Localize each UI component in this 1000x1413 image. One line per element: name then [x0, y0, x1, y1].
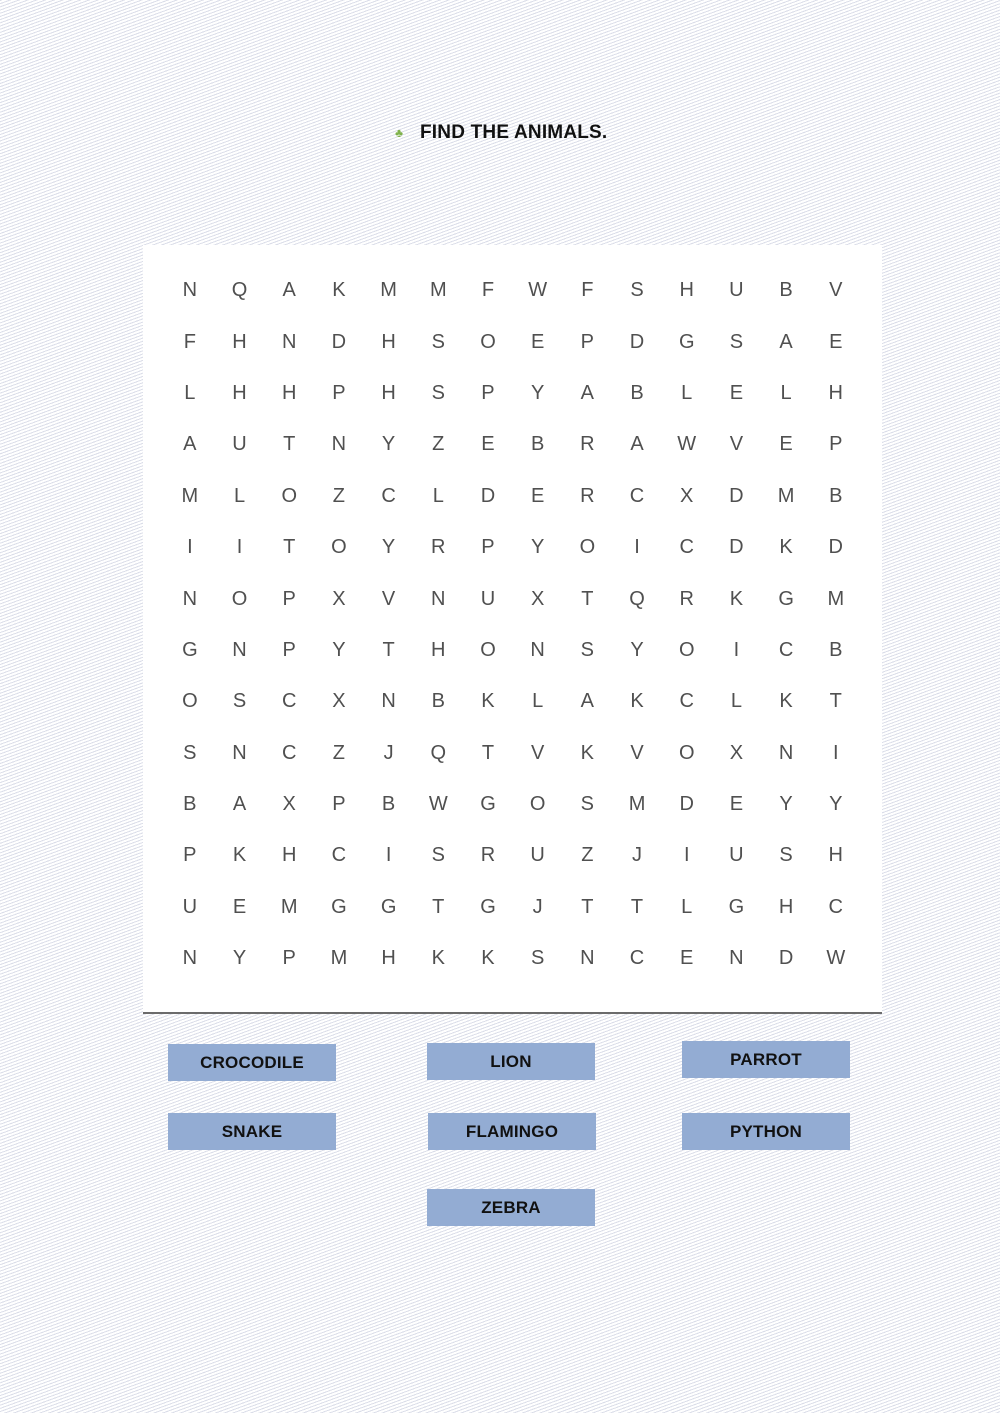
grid-cell: H [828, 844, 843, 867]
grid-cell: O [529, 793, 546, 816]
grid-cell: M [628, 793, 646, 816]
grid-cell: L [681, 895, 693, 918]
grid-cell: S [729, 330, 744, 353]
grid-cell: P [332, 381, 346, 404]
grid-cell: E [481, 433, 495, 456]
grid-cell: R [580, 484, 595, 507]
grid-cell: O [579, 536, 596, 559]
grid-cell: N [281, 330, 297, 353]
grid-cell: N [580, 947, 595, 970]
grid-cell: Q [231, 279, 248, 302]
grid-cell: Q [430, 741, 447, 764]
grid-cell: O [480, 330, 496, 353]
grid-cell: P [481, 536, 495, 559]
grid-cell: C [629, 484, 645, 507]
grid-cell: O [480, 638, 496, 661]
word-box-crocodile: CROCODILE [168, 1044, 336, 1081]
grid-cell: W [528, 279, 548, 302]
grid-cell: E [232, 895, 247, 918]
grid-cell: J [632, 844, 643, 867]
grid-cell: V [381, 587, 396, 610]
grid-cell: L [681, 381, 693, 404]
word-box-python: PYTHON [682, 1113, 850, 1150]
grid-cell: W [826, 947, 846, 970]
grid-cell: S [779, 844, 793, 867]
grid-cell: O [678, 741, 695, 764]
grid-cell: O [281, 484, 297, 507]
grid-cell: M [827, 587, 845, 610]
grid-cell: I [833, 741, 839, 764]
grid-cell: P [580, 330, 595, 353]
grid-cell: K [332, 279, 346, 302]
grid-cell: O [231, 587, 248, 610]
grid-cell: G [678, 330, 695, 353]
grid-cell: X [680, 484, 694, 507]
grid-cell: J [383, 741, 394, 764]
grid-cell: P [282, 638, 296, 661]
grid-cell: Y [630, 638, 644, 661]
grid-cell: T [630, 895, 644, 918]
grid-cell: P [829, 433, 843, 456]
grid-cell: T [581, 895, 594, 918]
grid-cell: X [729, 741, 744, 764]
grid-cell: W [677, 433, 697, 456]
grid-cell: T [481, 741, 495, 764]
grid-cell: U [729, 279, 744, 302]
grid-cell: S [232, 690, 247, 713]
grid-cell: I [733, 638, 740, 661]
grid-cell: C [281, 690, 297, 713]
grid-cell: B [829, 484, 843, 507]
grid-cell: G [480, 793, 496, 816]
grid-cell: T [581, 587, 594, 610]
grid-cell: D [480, 484, 496, 507]
grid-cell: N [232, 638, 247, 661]
grid-cell: N [331, 433, 347, 456]
grid-cell: K [481, 947, 495, 970]
grid-cell: V [829, 279, 843, 302]
grid-cell: T [382, 638, 395, 661]
grid-cell: D [729, 536, 744, 559]
grid-cell: U [480, 587, 496, 610]
grid-cell: N [232, 741, 247, 764]
grid-cell: U [232, 433, 247, 456]
word-box-zebra: ZEBRA [427, 1189, 595, 1226]
grid-cell: X [332, 690, 346, 713]
grid-cell: C [828, 895, 843, 918]
grid-cell: V [729, 433, 744, 456]
grid-cell: R [431, 536, 446, 559]
grid-cell: E [530, 484, 545, 507]
grid-cell: O [678, 638, 695, 661]
grid-cell: D [331, 330, 347, 353]
letter-grid [165, 265, 861, 984]
grid-cell: N [182, 587, 198, 610]
grid-cell: M [280, 895, 298, 918]
grid-cell: H [381, 947, 396, 970]
grid-cell: Y [332, 638, 346, 661]
grid-cell: Z [332, 484, 346, 507]
grid-cell: N [381, 690, 396, 713]
grid-cell: M [777, 484, 795, 507]
grid-cell: N [729, 947, 744, 970]
grid-cell: H [778, 895, 794, 918]
grid-cell: L [184, 381, 196, 404]
grid-cell: L [233, 484, 246, 507]
grid-cell: S [183, 741, 197, 764]
word-box-parrot: PARROT [682, 1041, 850, 1078]
grid-cell: S [431, 381, 445, 404]
grid-cell: S [530, 947, 545, 970]
grid-cell: L [432, 484, 444, 507]
grid-cell: G [728, 895, 745, 918]
grid-cell: G [182, 638, 198, 661]
grid-cell: P [481, 381, 495, 404]
grid-cell: X [282, 793, 296, 816]
grid-cell: A [282, 279, 296, 302]
grid-cell: P [183, 844, 197, 867]
grid-cell: B [431, 690, 445, 713]
grid-cell: E [530, 330, 545, 353]
grid-cell: C [281, 741, 297, 764]
grid-cell: R [580, 433, 595, 456]
grid-cell: Y [381, 536, 396, 559]
grid-cell: A [580, 690, 595, 713]
grid-cell: O [182, 690, 198, 713]
grid-cell: V [630, 741, 644, 764]
grid-cell: Q [629, 587, 645, 610]
grid-cell: J [532, 895, 543, 918]
word-box-flamingo: FLAMINGO [428, 1113, 596, 1150]
grid-cell: I [236, 536, 243, 559]
grid-cell: K [481, 690, 495, 713]
grid-cell: C [679, 690, 694, 713]
grid-cell: N [431, 587, 446, 610]
grid-cell: U [530, 844, 545, 867]
word-search-grid [143, 245, 882, 1014]
grid-cell: Y [530, 536, 545, 559]
grid-cell: L [730, 690, 742, 713]
word-box-snake: SNAKE [168, 1113, 336, 1150]
grid-cell: W [428, 793, 448, 816]
grid-cell: A [232, 793, 247, 816]
grid-cell: S [580, 793, 595, 816]
grid-cell: M [429, 279, 447, 302]
clover-icon: ♣ [395, 126, 403, 140]
grid-cell: K [580, 741, 595, 764]
grid-cell: S [431, 844, 445, 867]
grid-cell: R [679, 587, 694, 610]
grid-cell: D [778, 947, 794, 970]
grid-cell: H [281, 381, 297, 404]
grid-cell: U [182, 895, 198, 918]
grid-cell: Z [581, 844, 594, 867]
grid-cell: G [331, 895, 347, 918]
grid-cell: K [232, 844, 247, 867]
grid-cell: C [679, 536, 694, 559]
grid-cell: T [283, 433, 296, 456]
grid-cell: M [380, 279, 397, 302]
grid-cell: N [778, 741, 794, 764]
worksheet-title [390, 120, 607, 146]
grid-cell: L [780, 381, 792, 404]
grid-cell: E [779, 433, 793, 456]
grid-cell: H [232, 381, 247, 404]
grid-cell: D [629, 330, 645, 353]
grid-cell: Y [381, 433, 396, 456]
grid-cell: H [381, 381, 396, 404]
grid-cell: D [729, 484, 744, 507]
grid-cell: G [480, 895, 496, 918]
grid-cell: G [778, 587, 794, 610]
grid-cell: O [331, 536, 347, 559]
grid-cell: V [530, 741, 545, 764]
grid-cell: Z [432, 433, 445, 456]
grid-cell: B [630, 381, 644, 404]
grid-cell: R [480, 844, 496, 867]
grid-cell: D [679, 793, 694, 816]
grid-cell: Y [829, 793, 843, 816]
grid-cell: N [182, 279, 198, 302]
grid-cell: S [580, 638, 595, 661]
grid-cell: Y [779, 793, 793, 816]
grid-cell: M [181, 484, 199, 507]
grid-cell: Y [530, 381, 545, 404]
grid-cell: K [779, 536, 793, 559]
grid-cell: A [630, 433, 644, 456]
grid-cell: C [778, 638, 794, 661]
grid-cell: B [381, 793, 396, 816]
grid-cell: U [729, 844, 744, 867]
grid-cell: M [330, 947, 348, 970]
grid-cell: T [283, 536, 296, 559]
grid-cell: B [829, 638, 843, 661]
grid-cell: I [385, 844, 392, 867]
grid-cell: E [729, 381, 744, 404]
grid-cell: C [331, 844, 347, 867]
grid-cell: P [332, 793, 346, 816]
grid-cell: P [282, 587, 296, 610]
grid-cell: H [828, 381, 843, 404]
grid-cell: I [634, 536, 640, 559]
grid-cell: B [779, 279, 793, 302]
grid-cell: D [828, 536, 843, 559]
grid-cell: E [729, 793, 744, 816]
grid-cell: Z [332, 741, 346, 764]
title-text: FIND THE ANIMALS. [420, 122, 608, 143]
grid-cell: L [532, 690, 544, 713]
grid-cell: T [432, 895, 445, 918]
grid-cell: C [629, 947, 645, 970]
grid-cell: H [381, 330, 396, 353]
grid-cell: E [829, 330, 843, 353]
grid-cell: P [282, 947, 296, 970]
grid-cell: S [630, 279, 644, 302]
grid-cell: A [580, 381, 595, 404]
grid-cell: B [183, 793, 197, 816]
grid-cell: F [481, 279, 495, 302]
grid-cell: H [679, 279, 694, 302]
grid-cell: X [332, 587, 346, 610]
grid-cell: T [829, 690, 842, 713]
grid-cell: I [187, 536, 193, 559]
grid-cell: I [683, 844, 690, 867]
grid-cell: G [380, 895, 397, 918]
grid-cell: N [530, 638, 545, 661]
grid-cell: N [182, 947, 198, 970]
grid-cell: A [183, 433, 197, 456]
grid-cell: F [581, 279, 594, 302]
grid-cell: A [779, 330, 793, 353]
grid-cell: Y [232, 947, 247, 970]
grid-cell: F [183, 330, 196, 353]
grid-cell: E [680, 947, 694, 970]
grid-cell: K [729, 587, 744, 610]
grid-cell: B [530, 433, 545, 456]
grid-cell: C [381, 484, 396, 507]
grid-cell: X [530, 587, 545, 610]
grid-cell: K [431, 947, 445, 970]
grid-cell: K [779, 690, 793, 713]
grid-cell: S [431, 330, 445, 353]
grid-cell: H [281, 844, 297, 867]
grid-cell: K [630, 690, 644, 713]
word-box-lion: LION [427, 1043, 595, 1080]
grid-cell: H [431, 638, 446, 661]
grid-cell: H [232, 330, 247, 353]
